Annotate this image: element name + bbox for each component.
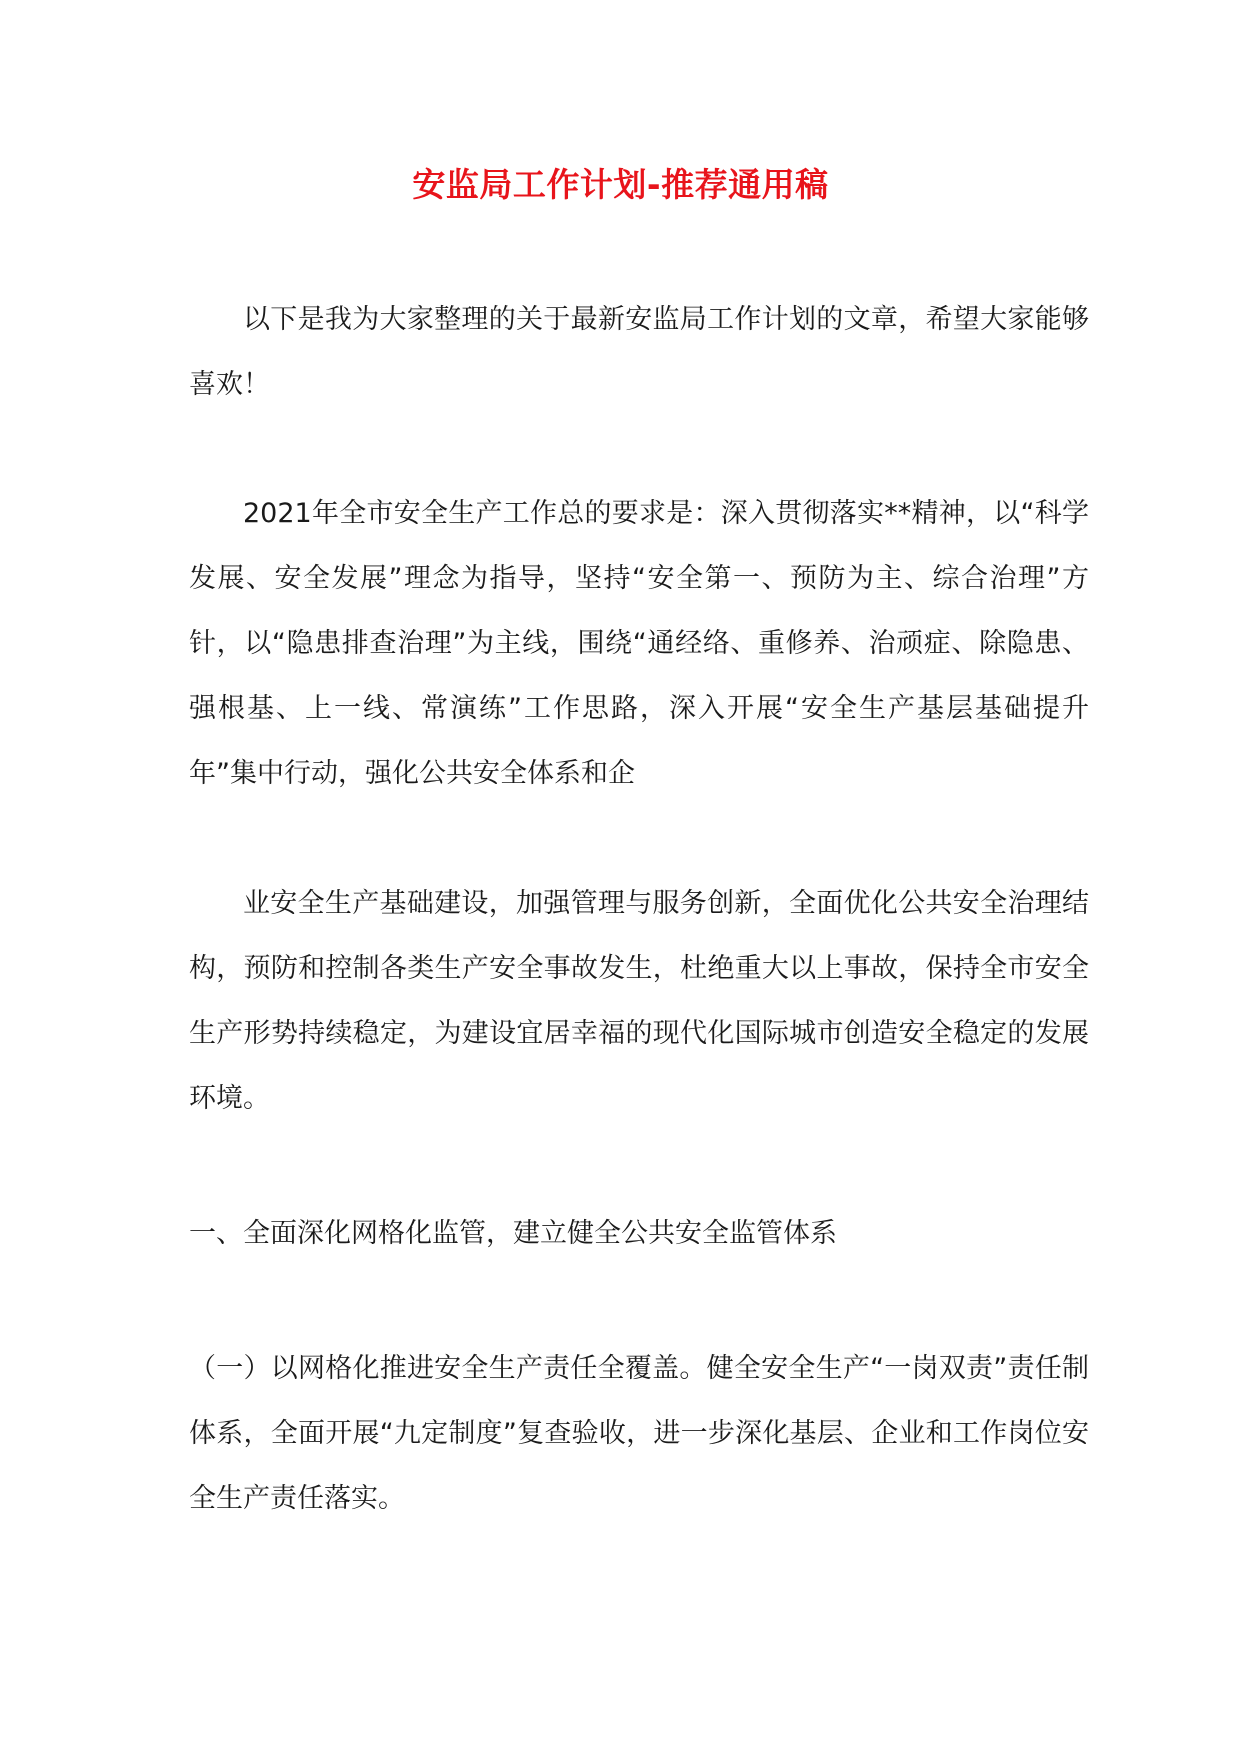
subsection-paragraph: （一）以网格化推进安全生产责任全覆盖。健全安全生产“一岗双责”责任制体系，全面开展“九定制度”复查验收，进一步深化基层、企业和工作岗位安全生产责任落实。 (189, 1353, 1089, 1514)
section-heading: 一、全面深化网格化监管，建立健全公共安全监管体系 (189, 1218, 837, 1249)
continuation-paragraph: 业安全生产基础建设，加强管理与服务创新，全面优化公共安全治理结构，预防和控制各类生产安全事故发生，杜绝重大以上事故，保持全市安全生产形势持续稳定，为建设宜居幸福的现代化国际城市创造安全稳定的发展环境。 (189, 888, 1089, 1114)
intro-paragraph: 以下是我为大家整理的关于最新安监局工作计划的文章，希望大家能够喜欢！ (189, 304, 1089, 400)
requirements-paragraph: 2021年全市安全生产工作总的要求是：深入贯彻落实**精神，以“科学发展、安全发展”理念为指导，坚持“安全第一、预防为主、综合治理”方针，以“隐患排查治理”为主线，围绕“通经络、重修养、治顽症、除隐患、强根基、上一线、常演练”工作思路，深入开展“安全生产基层基础提升年”集中行动，强化公共安全体系和企 (189, 498, 1089, 789)
document-title: 安监局工作计划-推荐通用稿 (412, 165, 829, 204)
